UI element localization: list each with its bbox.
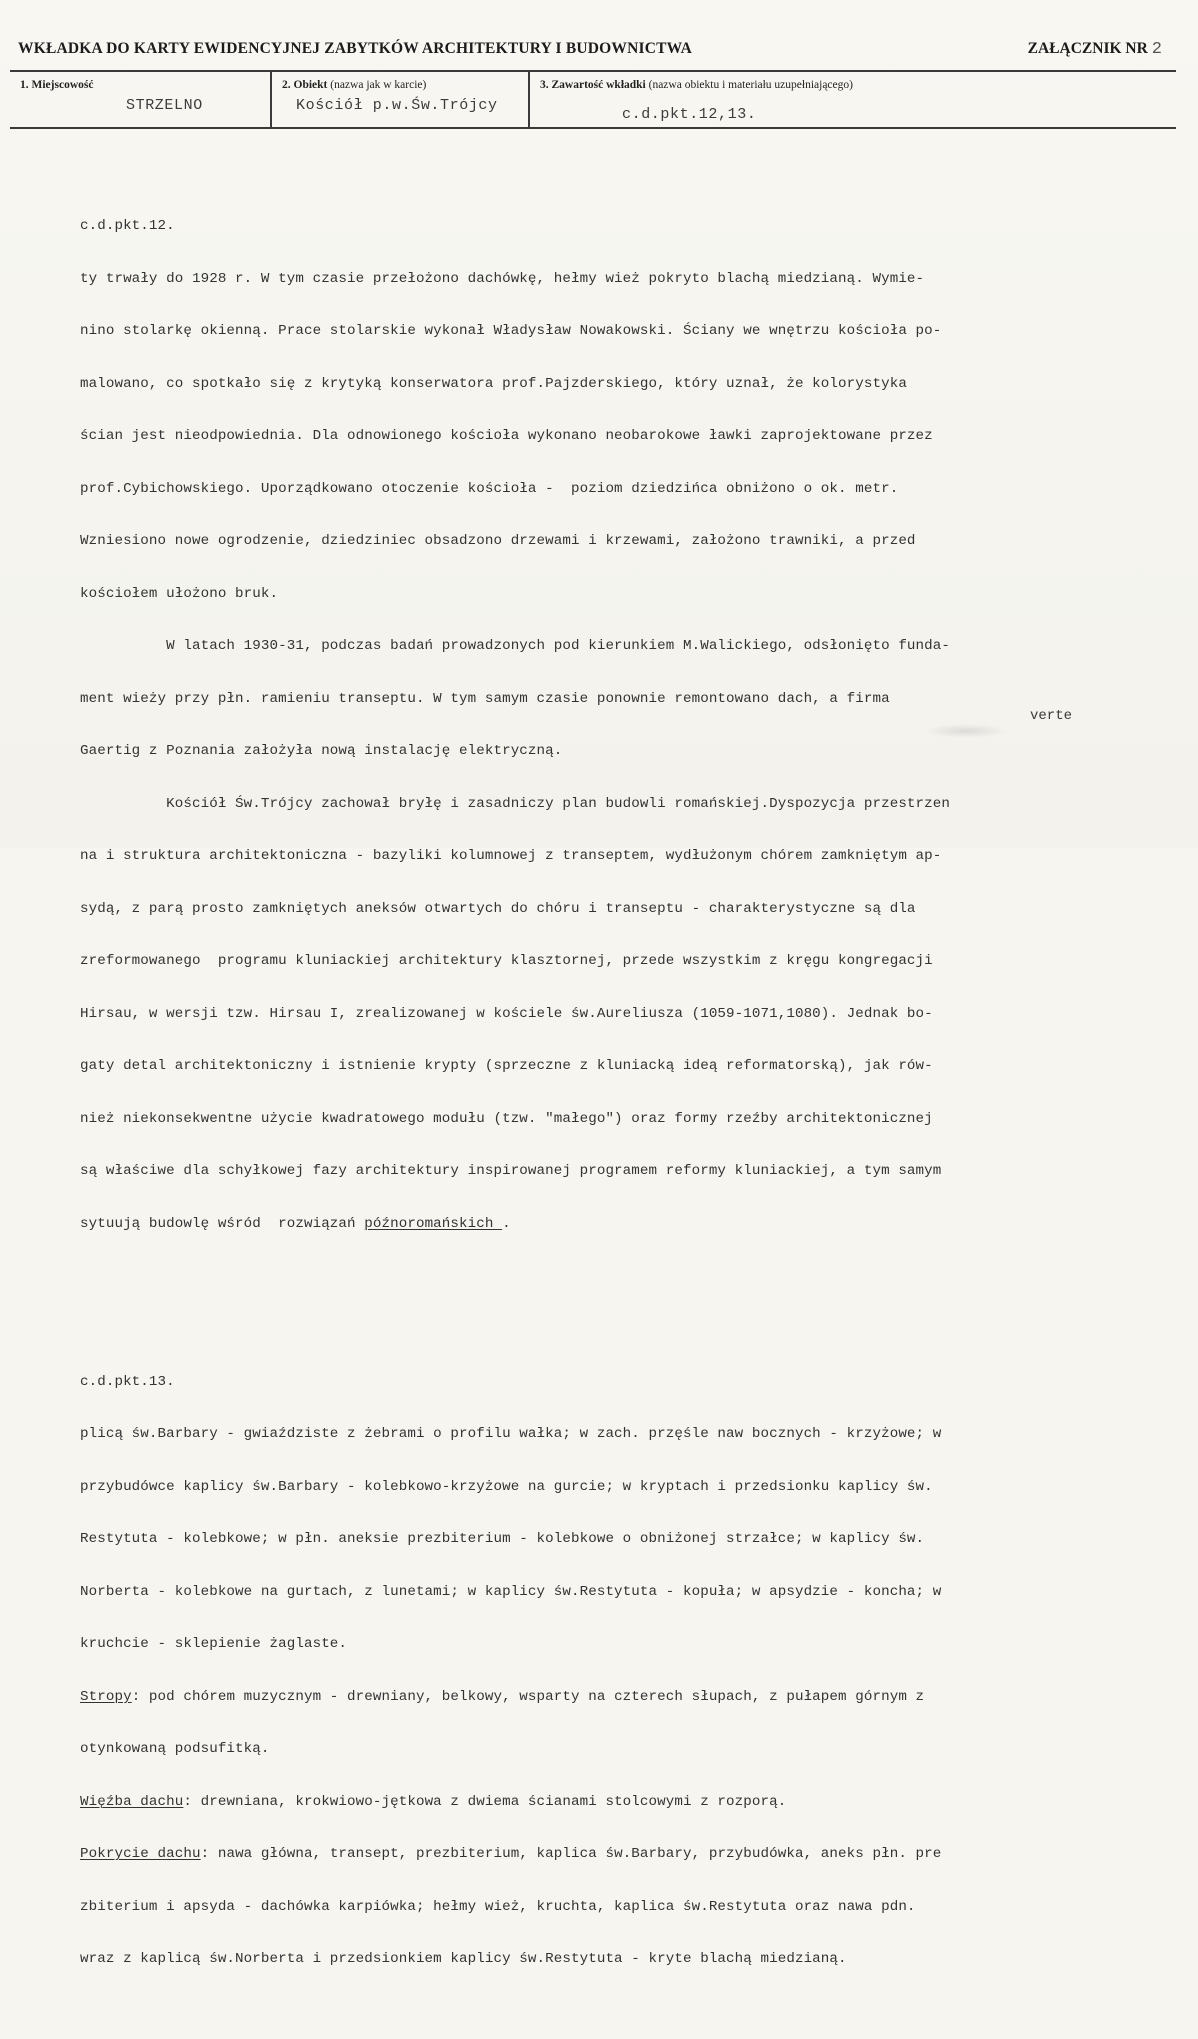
- section-13: [80, 1339, 1140, 2004]
- section-12-line: kościołem ułożono bruk.: [80, 585, 279, 602]
- section-12-line: malowano, co spotkało się z krytyką konserwatora prof.Pajzderskiego, który uznał, że kolorystyka: [80, 375, 907, 392]
- underlined-term: późnoromańskich: [364, 1215, 503, 1232]
- pokrycie-line: Pokrycie dachu: nawa główna, transept, prezbiterium, kaplica św.Barbary, przybudówka, aneks płn. pre: [80, 1846, 942, 1862]
- stropy-line: Stropy: pod chórem muzycznym - drewniany, belkowy, wsparty na czterech słupach, z pułapem górnym z: [80, 1688, 925, 1705]
- section-12-line: ment wieży przy płn. ramieniu transeptu. W tym samym czasie ponownie remontowano dach, a firma: [80, 690, 890, 707]
- section-12-line: gaty detal architektoniczny i istnienie krypty (sprzeczne z kluniacką ideą reformatorską), jak rów-: [80, 1058, 933, 1074]
- section-12-line: ścian jest nieodpowiednia. Dla odnowionego kościoła wykonano neobarokowe ławki zaprojektowane przez: [80, 428, 933, 444]
- field-divider-2: [528, 70, 530, 128]
- section-12-line: Gaertig z Poznania założyła nową instalację elektryczną.: [80, 743, 563, 759]
- section-12-line: prof.Cybichowskiego. Uporządkowano otoczenie kościoła - poziom dziedzińca obniżono o ok. metr.: [80, 480, 899, 497]
- card-title: WKŁADKA DO KARTY EWIDENCYJNEJ ZABYTKÓW ARCHITEKTURY I BUDOWNICTWA: [18, 40, 693, 57]
- contents-value: c.d.pkt.12,13.: [622, 106, 757, 123]
- section-12-line: Wzniesiono nowe ogrodzenie, dziedziniec obsadzono drzewami i krzewami, założono trawniki, a przed: [80, 533, 916, 549]
- stropy-label: Stropy: [80, 1688, 132, 1705]
- verte-label: verte: [1030, 708, 1073, 724]
- section-12-line: ty trwały do 1928 r. W tym czasie przełożono dachówkę, hełmy wież pokryto blachą miedzianą. Wymie-: [80, 270, 925, 287]
- section-13-line: plicą św.Barbary - gwiaździste z żebrami o profilu wałka; w zach. przęśle naw bocznych - krzyżowe; w: [80, 1426, 942, 1442]
- pokrycie-label: Pokrycie dachu: [80, 1846, 201, 1862]
- stropy-line-2: otynkowaną podsufitką.: [80, 1741, 270, 1757]
- section-12-line: Hirsau, w wersji tzw. Hirsau I, zrealizowanej w kościele św.Aureliusza (1059-1071,1080). Jednak bo-: [80, 1005, 933, 1022]
- section-13-line: przybudówce kaplicy św.Barbary - kolebkowo-krzyżowe na gurcie; w kryptach i przedsionku kaplicy św.: [80, 1478, 933, 1495]
- object-label: 2. Obiekt (nazwa jak w karcie): [282, 79, 427, 91]
- annex-number: 2: [1151, 40, 1162, 59]
- section-12-line: nież niekonsekwentne użycie kwadratowego modułu (tzw. "małego") oraz formy rzeźby architektonicznej: [80, 1110, 933, 1127]
- faded-stamp: [925, 724, 1007, 738]
- section-12-line: są właściwe dla schyłkowej fazy architektury inspirowanej programem reformy kluniackiej, a tym samym: [80, 1163, 942, 1179]
- header-rule-bottom: [10, 127, 1176, 129]
- section-12-line: na i struktura architektoniczna - bazyliki kolumnowej z transeptem, wydłużonym chórem zamkniętym ap-: [80, 848, 942, 864]
- pokrycie-line-3: wraz z kaplicą św.Norberta i przedsionkiem kaplicy św.Restytuta - kryte blachą miedzianą.: [80, 1951, 847, 1967]
- object-value: Kościół p.w.Św.Trójcy: [296, 97, 498, 114]
- body-text: [80, 148, 1140, 2039]
- annex-label-text: ZAŁĄCZNIK NR: [1027, 40, 1148, 57]
- section-12-heading: c.d.pkt.12.: [80, 218, 175, 234]
- locality-label: 1. Miejscowość: [20, 79, 94, 91]
- section-12-line: sydą, z parą prosto zamkniętych aneksów otwartych do chóru i transeptu - charakterystyczne są dla: [80, 900, 916, 917]
- object-label-note: (nazwa jak w karcie): [330, 79, 427, 91]
- section-13-heading: c.d.pkt.13.: [80, 1373, 175, 1390]
- section-12-line: W latach 1930-31, podczas badań prowadzonych pod kierunkiem M.Walickiego, odsłonięto funda-: [80, 638, 951, 654]
- contents-label-note: (nazwa obiektu i materiału uzupełniającego): [648, 79, 853, 91]
- section-13-line: kruchcie - sklepienie żaglaste.: [80, 1636, 348, 1652]
- pokrycie-line-2: zbiterium i apsyda - dachówka karpiówka; hełmy wież, kruchta, kaplica św.Restytuta oraz nawa pdn.: [80, 1898, 916, 1915]
- wiezba-label: Więźba dachu: [80, 1793, 184, 1810]
- section-12-last-line: sytuują budowlę wśród rozwiązań późnoromańskich .: [80, 1215, 511, 1232]
- section-13-line: Restytuta - kolebkowe; w płn. aneksie prezbiterium - kolebkowe o obniżonej strzałce; w kaplicy św.: [80, 1531, 925, 1547]
- section-13-line: Norberta - kolebkowe na gurtach, z lunetami; w kaplicy św.Restytuta - kopuła; w apsydzie - koncha; w: [80, 1583, 942, 1600]
- wiezba-line: Więźba dachu: drewniana, krokwiowo-jętkowa z dwiema ścianami stolcowymi z rozporą.: [80, 1793, 787, 1810]
- annex-label: [1028, 40, 1162, 59]
- contents-label: 3. Zawartość wkładki (nazwa obiektu i materiału uzupełniającego): [540, 79, 853, 91]
- section-12-line: zreformowanego programu kluniackiej architektury klasztornej, przede wszystkim z kręgu kongregacji: [80, 953, 933, 969]
- field-divider-1: [270, 70, 272, 128]
- section-12-line: nino stolarkę okienną. Prace stolarskie wykonał Władysław Nowakowski. Ściany we wnętrzu kościoła po-: [80, 323, 942, 339]
- header-rule-top: [10, 70, 1176, 72]
- section-12-line: Kościół Św.Trójcy zachował bryłę i zasadniczy plan budowli romańskiej.Dyspozycja przestrzen: [80, 795, 951, 812]
- locality-value: STRZELNO: [126, 97, 203, 114]
